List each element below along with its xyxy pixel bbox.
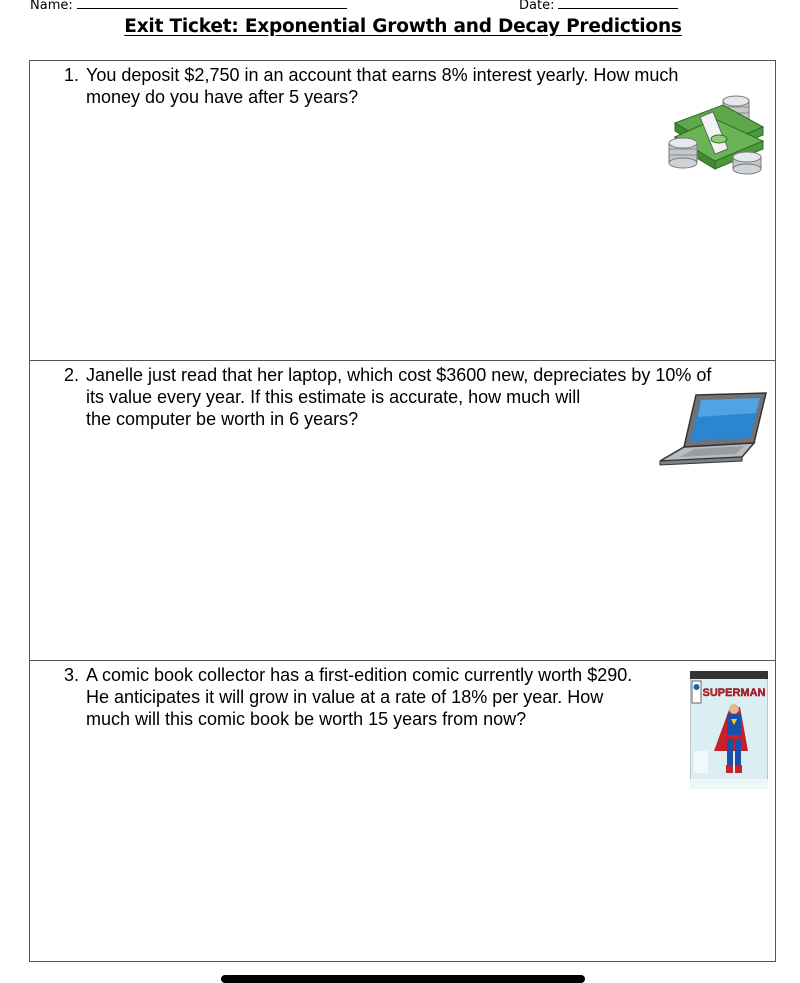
question-number: 1. <box>64 65 80 85</box>
page-title: Exit Ticket: Exponential Growth and Decay Predictions <box>124 16 682 37</box>
question-3-text <box>64 664 632 730</box>
question-number: 2. <box>64 365 80 385</box>
question-number: 3. <box>64 665 80 685</box>
question-line: You deposit $2,750 in an account that earns 8% interest yearly. How much <box>86 65 679 85</box>
date-field[interactable] <box>519 0 678 13</box>
name-blank-line[interactable] <box>77 0 347 9</box>
question-box-2[interactable] <box>29 360 776 661</box>
question-line: its value every year. If this estimate is accurate, how much will <box>86 387 581 407</box>
name-field[interactable] <box>30 0 347 13</box>
laptop-icon <box>656 391 768 467</box>
question-line: money do you have after 5 years? <box>86 87 359 107</box>
question-box-3[interactable] <box>29 660 776 962</box>
question-line: much will this comic book be worth 15 years from now? <box>86 709 527 729</box>
name-label: Name: <box>30 0 73 13</box>
question-line: the computer be worth in 6 years? <box>86 409 359 429</box>
question-line: A comic book collector has a first-edition comic currently worth $290. <box>86 665 633 685</box>
date-blank-line[interactable] <box>558 0 678 9</box>
question-line: Janelle just read that her laptop, which cost $3600 new, depreciates by 10% of <box>86 365 712 385</box>
comic-cover-title: SUPERMAN <box>702 687 766 699</box>
superman-comic-icon <box>690 671 768 789</box>
home-indicator-bar[interactable] <box>221 975 585 983</box>
question-1-text <box>64 64 678 108</box>
date-label: Date: <box>519 0 555 13</box>
question-box-1[interactable] <box>29 60 776 361</box>
question-2-text <box>64 364 711 430</box>
money-stack-icon <box>667 91 767 181</box>
question-line: He anticipates it will grow in value at a rate of 18% per year. How <box>86 687 604 707</box>
